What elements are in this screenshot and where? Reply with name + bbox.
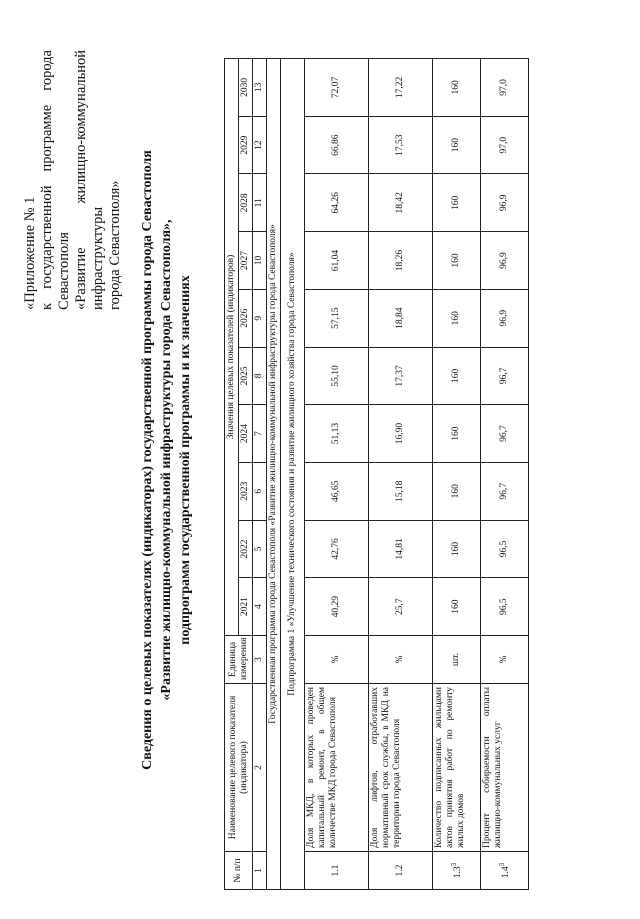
- row-num: 1.1: [305, 852, 369, 890]
- row-value: 160: [433, 232, 481, 290]
- table-row: [369, 59, 433, 890]
- footnote-mark: 3: [449, 862, 458, 867]
- program-title: Государственная программа города Севастополя «Развитие жилищно-коммунальной инфраструктуры города Севастополя»: [267, 59, 281, 890]
- row-value: 160: [433, 59, 481, 117]
- row-value: 96,7: [481, 462, 529, 520]
- row-name: Доля лифтов, отработавших нормативный срок службы, в МКД на территории города Севастополя: [369, 684, 433, 852]
- row-num-text: 1.4: [501, 866, 512, 879]
- row-value: 160: [433, 520, 481, 578]
- appendix-line-3: «Развитие жилищно-коммунальной инфраструктуры: [73, 50, 106, 310]
- subprogram-row: [281, 59, 305, 890]
- table-row: [305, 59, 369, 890]
- row-value: 96,9: [481, 289, 529, 347]
- col-number: 2: [253, 684, 267, 852]
- col-number: 5: [253, 520, 267, 578]
- row-value: 96,7: [481, 347, 529, 405]
- table-row: [433, 59, 481, 890]
- indicators-table: [224, 58, 529, 890]
- row-value: 66,86: [305, 116, 369, 174]
- row-value: 96,9: [481, 174, 529, 232]
- title-line-1: Сведения о целевых показателях (индикаторах) государственной программы города Севастополя: [140, 150, 155, 770]
- row-value: 15,18: [369, 462, 433, 520]
- header-year: 2024: [239, 405, 253, 463]
- col-number: 9: [253, 289, 267, 347]
- header-values-group: Значения целевых показателей (индикаторов): [225, 59, 239, 636]
- row-name: Процент собираемости оплаты жилищно-коммунальных услуг: [481, 684, 529, 852]
- col-number: 11: [253, 174, 267, 232]
- row-value: 16,90: [369, 405, 433, 463]
- col-number: 12: [253, 116, 267, 174]
- row-value: 160: [433, 347, 481, 405]
- row-value: 14,81: [369, 520, 433, 578]
- row-value: 72,07: [305, 59, 369, 117]
- appendix-line-4: города Севастополя»: [107, 180, 123, 310]
- program-row: [267, 59, 281, 890]
- row-unit: %: [305, 636, 369, 684]
- row-value: 61,04: [305, 232, 369, 290]
- col-number: 4: [253, 578, 267, 636]
- row-value: 97,0: [481, 59, 529, 117]
- row-value: 57,15: [305, 289, 369, 347]
- row-name: Количество подписанных жильцами актов принятия работ по ремонту жилых домов: [433, 684, 481, 852]
- row-value: 18,42: [369, 174, 433, 232]
- row-name: Доля МКД, в которых проведен капитальный ремонт, в общем количестве МКД города Севастополя: [305, 684, 369, 852]
- row-value: 42,76: [305, 520, 369, 578]
- header-num: № п/п: [225, 852, 253, 890]
- header-year: 2025: [239, 347, 253, 405]
- row-num-text: 1.3: [453, 866, 464, 879]
- row-unit: %: [369, 636, 433, 684]
- row-unit: %: [481, 636, 529, 684]
- table-row: [481, 59, 529, 890]
- row-value: 46,65: [305, 462, 369, 520]
- header-name: Наименование целевого показателя (индикатора): [225, 684, 253, 852]
- row-value: 25,7: [369, 578, 433, 636]
- row-value: 160: [433, 405, 481, 463]
- row-value: 160: [433, 116, 481, 174]
- row-value: 64,26: [305, 174, 369, 232]
- row-num: 1.2: [369, 852, 433, 890]
- col-number: 6: [253, 462, 267, 520]
- col-number: 13: [253, 59, 267, 117]
- row-value: 160: [433, 462, 481, 520]
- row-value: 17,53: [369, 116, 433, 174]
- header-year: 2023: [239, 462, 253, 520]
- document-title: [138, 50, 195, 870]
- col-number: 8: [253, 347, 267, 405]
- row-value: 160: [433, 289, 481, 347]
- row-value: 51,13: [305, 405, 369, 463]
- col-number: 10: [253, 232, 267, 290]
- row-unit: шт.: [433, 636, 481, 684]
- rotated-page: [20, 30, 620, 890]
- row-value: 40,29: [305, 578, 369, 636]
- col-number: 7: [253, 405, 267, 463]
- row-value: 97,0: [481, 116, 529, 174]
- row-value: 96,5: [481, 578, 529, 636]
- header-year: 2021: [239, 578, 253, 636]
- row-value: 160: [433, 174, 481, 232]
- col-number: 1: [253, 852, 267, 890]
- row-value: 96,5: [481, 520, 529, 578]
- row-value: 96,7: [481, 405, 529, 463]
- footnote-mark: 3: [497, 862, 506, 867]
- title-line-2: «Развитие жилищно-коммунальной инфраструктуры города Севастополя»,: [159, 219, 174, 701]
- header-year: 2027: [239, 232, 253, 290]
- row-value: 96,9: [481, 232, 529, 290]
- row-value: 18,84: [369, 289, 433, 347]
- header-year: 2029: [239, 116, 253, 174]
- row-value: 55,10: [305, 347, 369, 405]
- header-year: 2028: [239, 174, 253, 232]
- row-num: [433, 852, 481, 890]
- row-value: 17,22: [369, 59, 433, 117]
- appendix-line-2: к государственной программе города Севастополя: [39, 50, 72, 310]
- appendix-note: [22, 50, 124, 310]
- row-value: 17,37: [369, 347, 433, 405]
- header-row: [225, 59, 239, 890]
- header-year: 2022: [239, 520, 253, 578]
- title-line-3: подпрограмм государственной программы и их значениях: [178, 275, 193, 645]
- row-value: 18,26: [369, 232, 433, 290]
- subprogram-title: Подпрограмма 1 «Улучшение технического состояния и развитие жилищного хозяйства города Севастополя»: [281, 59, 305, 890]
- header-unit: Единица измерения: [225, 636, 253, 684]
- column-number-row: [253, 59, 267, 890]
- header-year: 2026: [239, 289, 253, 347]
- row-value: 160: [433, 578, 481, 636]
- appendix-line-1: «Приложение № 1: [22, 196, 38, 310]
- row-num: [481, 852, 529, 890]
- header-year: 2030: [239, 59, 253, 117]
- col-number: 3: [253, 636, 267, 684]
